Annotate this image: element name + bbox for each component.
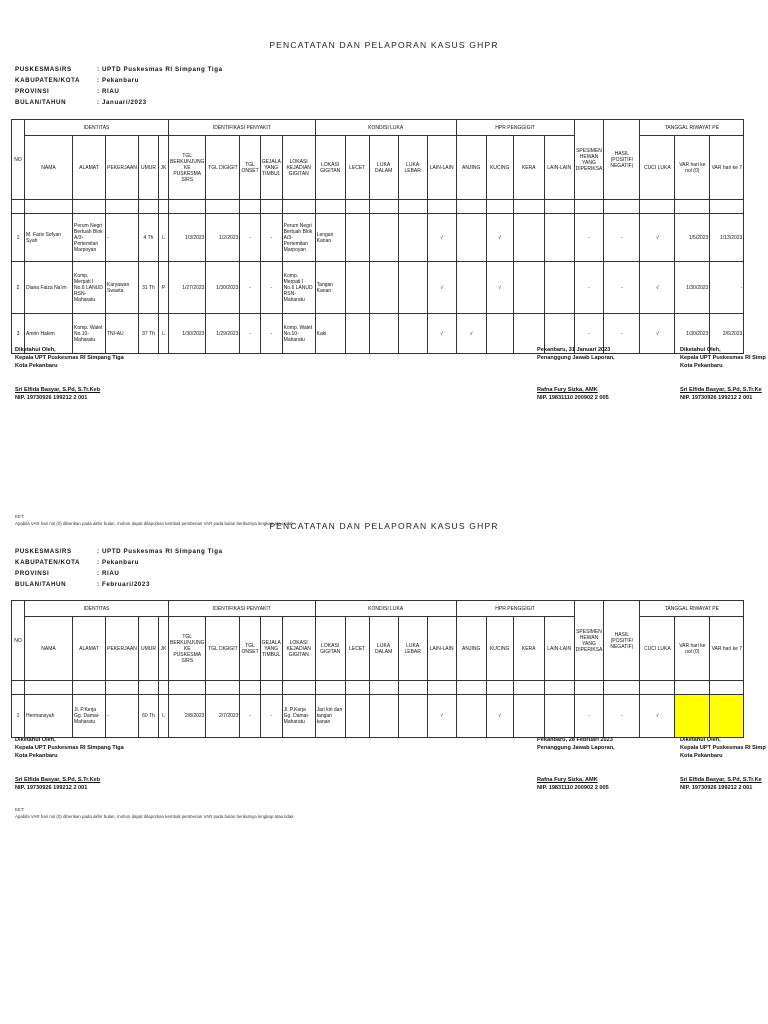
cell-var7: 1/13/2023 — [710, 214, 744, 262]
col-header: VAR hari ke 7 — [710, 617, 744, 681]
group-tanggal: TANGGAL RIWAYAT PE — [640, 120, 744, 136]
report-meta — [15, 546, 223, 590]
signature-name: Rafna Fury Sizka, AMK — [537, 777, 598, 783]
cell-luka-lebar — [398, 262, 427, 314]
table-cell — [73, 681, 106, 695]
cell-hasil: - — [604, 262, 640, 314]
table-cell — [12, 200, 25, 214]
signature-line: Diketahui Oleh, — [680, 737, 721, 743]
col-header: LOKASI GIGITAN — [315, 617, 345, 681]
cell-lokasi-kejadian: Komp. Merpati I No.6 LANUD RSN-Maharatu — [282, 262, 315, 314]
col-header: TGL ONSET — [240, 136, 260, 200]
report-title: PENCATATAN DAN PELAPORAN KASUS GHPR — [269, 40, 499, 50]
col-header: NAMA — [25, 617, 73, 681]
cell-lecet — [345, 214, 369, 262]
meta-key: PUSKESMAS/RS — [15, 548, 72, 555]
signature-line: Kota Pekanbaru — [680, 363, 723, 369]
cell-lecet — [345, 695, 369, 738]
meta-row — [15, 579, 223, 590]
col-header: LAIN-LAIN — [544, 136, 574, 200]
signature-nip: NIP. 19730926 199212 2 001 — [15, 395, 88, 401]
ket-note — [15, 806, 294, 820]
table-cell — [73, 200, 106, 214]
col-header: LECET — [345, 617, 369, 681]
cell-gejala: - — [260, 262, 282, 314]
cell-tgl-onset: - — [240, 214, 260, 262]
cell-anjing — [456, 262, 486, 314]
signature-left — [15, 346, 124, 402]
cell-lain-hpr — [544, 262, 574, 314]
ket-label: KET: — [15, 514, 25, 519]
ket-label: KET: — [15, 807, 25, 812]
cell-gejala: - — [260, 695, 282, 738]
table-cell — [456, 681, 486, 695]
table-cell — [574, 681, 604, 695]
cell-kucing: √ — [486, 695, 513, 738]
table-cell — [260, 681, 282, 695]
cell-tgl-digigit: 1/2/2023 — [206, 214, 240, 262]
cell-lokasi-gigitan: Kaki — [315, 314, 345, 354]
cell-luka-dalam — [369, 695, 398, 738]
cell-nama: Amrin Hakim — [25, 314, 73, 354]
cell-tgl-digigit: 2/7/2023 — [206, 695, 240, 738]
cell-lain-hpr — [544, 695, 574, 738]
table-cell — [282, 200, 315, 214]
table-cell — [486, 681, 513, 695]
table-cell — [315, 200, 345, 214]
signature-line: Penanggung Jawab Laporan, — [537, 355, 615, 361]
col-hasil: HASIL (POSITIF/ NEGATIF) — [604, 601, 640, 681]
col-header: NO — [12, 601, 25, 681]
col-header: LAIN-LAIN — [427, 136, 456, 200]
cell-tgl-onset: - — [240, 262, 260, 314]
col-header: LOKASI GIGITAN — [315, 136, 345, 200]
table-cell — [398, 200, 427, 214]
col-header: VAR hari ke nol (0) — [675, 136, 710, 200]
cell-lokasi-gigitan: Tangan Kanan — [315, 262, 345, 314]
cell-kucing — [486, 314, 513, 354]
col-hasil: HASIL (POSITIF/ NEGATIF) — [604, 120, 640, 200]
table-cell — [260, 200, 282, 214]
col-header: LUKA LEBAR — [398, 136, 427, 200]
cell-luka-lebar — [398, 314, 427, 354]
signature-mid — [537, 346, 615, 402]
header-row-groups — [12, 120, 744, 136]
table-cell — [369, 681, 398, 695]
table-row — [12, 695, 744, 738]
signature-line: Pekanbaru, 31 Januari 2023 — [537, 347, 611, 353]
cell-hasil: - — [604, 214, 640, 262]
col-header: JK — [159, 617, 169, 681]
table-cell — [710, 200, 744, 214]
meta-value: : Pekanbaru — [97, 77, 140, 84]
table-cell — [640, 200, 675, 214]
cell-pekerjaan: - — [106, 214, 139, 262]
col-header: LUKA DALAM — [369, 136, 398, 200]
cell-luka-dalam — [369, 314, 398, 354]
signature-name: Sri Elfida Basyar, S.Pd, S.Tr.Ke — [680, 777, 762, 783]
table-cell — [369, 200, 398, 214]
col-header: PEKERJAAN — [106, 136, 139, 200]
signature-name: Rafna Fury Sizka, AMK — [537, 387, 598, 393]
col-header: GEJALA YANG TIMBUL — [260, 136, 282, 200]
cell-tgl-berkunjung: 1/3/2023 — [169, 214, 206, 262]
cell-kera — [513, 262, 544, 314]
signature-nip: NIP. 19831110 200902 2 005 — [537, 395, 609, 401]
cell-alamat: Jl. P.Kerja Gg. Damai-Maharatu — [73, 695, 106, 738]
signature-name: Sri Elfida Basyar, S.Pd, S.Tr.Keb — [15, 387, 101, 393]
col-header: UMUR — [139, 136, 159, 200]
signature-nip: NIP. 19730926 199212 2 001 — [15, 785, 88, 791]
signature-nip: NIP. 19730926 199212 2 001 — [680, 785, 753, 791]
cell-jk: L — [159, 214, 169, 262]
cell-no: 1 — [12, 214, 25, 262]
group-identifikasi: IDENTIFIKASI PENYAKIT — [169, 120, 316, 136]
cell-tgl-onset: - — [240, 314, 260, 354]
cell-hasil: - — [604, 314, 640, 354]
cell-spesimen: - — [574, 214, 604, 262]
col-header: NO — [12, 120, 25, 200]
cell-tgl-berkunjung: 2/8/2023 — [169, 695, 206, 738]
signature-nip: NIP. 19730926 199212 2 001 — [680, 395, 753, 401]
cell-kucing: √ — [486, 262, 513, 314]
cell-pekerjaan: - — [106, 695, 139, 738]
table-cell — [604, 681, 640, 695]
cell-lokasi-kejadian: Perum Negri Bertuah Blok A/3-Pertemitan Marpoyan — [282, 214, 315, 262]
table-cell — [574, 200, 604, 214]
group-hpr: HPR PENGGIGIT — [456, 120, 574, 136]
table-cell — [240, 200, 260, 214]
col-header: KUCING — [486, 136, 513, 200]
meta-key: BULAN/TAHUN — [15, 581, 67, 588]
col-header: ANJING — [456, 136, 486, 200]
cell-anjing — [456, 214, 486, 262]
cell-var7 — [710, 695, 744, 738]
col-spesimen: SPESIMEN HEWAN YANG DIPERIKSA — [574, 120, 604, 200]
col-header: NAMA — [25, 136, 73, 200]
table-cell — [345, 681, 369, 695]
col-header: CUCI LUKA — [640, 136, 675, 200]
cell-var0: 1/30/2023 — [675, 262, 710, 314]
col-header: TGL ONSET — [240, 617, 260, 681]
cell-lain: √ — [427, 695, 456, 738]
meta-key: PROVINSI — [15, 570, 50, 577]
cell-var0: 1/5/2023 — [675, 214, 710, 262]
signature-line: Diketahui Oleh, — [680, 347, 721, 353]
table-cell — [513, 681, 544, 695]
meta-value: : Januari/2023 — [97, 99, 147, 106]
cell-anjing: √ — [456, 314, 486, 354]
cell-spesimen: - — [574, 262, 604, 314]
table-cell — [486, 200, 513, 214]
cell-luka-dalam — [369, 214, 398, 262]
cell-lokasi-kejadian: Jl. P.Kerja Gg. Damai-Maharatu — [282, 695, 315, 738]
col-header: CUCI LUKA — [640, 617, 675, 681]
group-tanggal: TANGGAL RIWAYAT PE — [640, 601, 744, 617]
col-header: UMUR — [139, 617, 159, 681]
cell-umur: 60 Th — [139, 695, 159, 738]
meta-key: PROVINSI — [15, 88, 50, 95]
cell-jk: L — [159, 695, 169, 738]
cell-var7: 2/6/2023 — [710, 314, 744, 354]
col-header: LUKA DALAM — [369, 617, 398, 681]
cell-lecet — [345, 262, 369, 314]
group-kondisi-luka: KONDISI LUKA — [315, 120, 456, 136]
table-cell — [169, 200, 206, 214]
cell-cuci: √ — [640, 262, 675, 314]
meta-value: : RIAU — [97, 88, 120, 95]
cell-tgl-digigit: 1/30/2023 — [206, 262, 240, 314]
cell-tgl-onset: - — [240, 695, 260, 738]
cell-spesimen: - — [574, 314, 604, 354]
signature-name: Sri Elfida Basyar, S.Pd, S.Tr.Keb — [15, 777, 101, 783]
meta-row — [15, 546, 223, 557]
cell-lain-hpr — [544, 214, 574, 262]
cell-tgl-digigit: 1/29/2023 — [206, 314, 240, 354]
meta-key: KABUPATEN/KOTA — [15, 77, 81, 84]
cases-table — [11, 119, 744, 354]
meta-row — [15, 568, 223, 579]
table-cell — [206, 681, 240, 695]
col-header: JK — [159, 136, 169, 200]
col-header: TGL DIGIGIT — [206, 617, 240, 681]
col-header: KUCING — [486, 617, 513, 681]
cell-anjing — [456, 695, 486, 738]
col-header: LOKASI KEJADIAN GIGITAN — [282, 617, 315, 681]
header-row-groups — [12, 601, 744, 617]
table-cell — [159, 200, 169, 214]
table-cell — [640, 681, 675, 695]
cell-alamat: Perum Negri Bertuah Blok A/3-Pertemitan Marpoyan — [73, 214, 106, 262]
cell-umur: 31 Th — [139, 262, 159, 314]
table-cell — [345, 200, 369, 214]
cell-tgl-berkunjung: 1/30/2023 — [169, 314, 206, 354]
cell-luka-dalam — [369, 262, 398, 314]
table-cell — [139, 200, 159, 214]
cell-var0: 1/30/2023 — [675, 314, 710, 354]
table-cell — [544, 681, 574, 695]
cell-var7: - — [710, 262, 744, 314]
cell-lokasi-gigitan: Lengan Kanan — [315, 214, 345, 262]
table-cell — [106, 200, 139, 214]
table-cell — [675, 200, 710, 214]
table-cell — [106, 681, 139, 695]
table-cell — [240, 681, 260, 695]
cell-gejala: - — [260, 314, 282, 354]
meta-key: BULAN/TAHUN — [15, 99, 67, 106]
signature-line: Kota Pekanbaru — [15, 753, 58, 759]
cell-jk: L — [159, 314, 169, 354]
cell-lain: √ — [427, 214, 456, 262]
col-header: TGL BERKUNJUNG KE PUSKESMA S/RS — [169, 136, 206, 200]
cell-no: 3 — [12, 314, 25, 354]
cell-lain: √ — [427, 262, 456, 314]
cell-lecet — [345, 314, 369, 354]
table-cell — [675, 681, 710, 695]
table-cell — [604, 200, 640, 214]
col-header: PEKERJAAN — [106, 617, 139, 681]
cell-nama: Diana Faiza Na'im — [25, 262, 73, 314]
col-header: ALAMAT — [73, 136, 106, 200]
cell-lokasi-kejadian: Komp. Walet No.10-Maharatu — [282, 314, 315, 354]
meta-key: KABUPATEN/KOTA — [15, 559, 81, 566]
cell-gejala: - — [260, 214, 282, 262]
signature-name: Sri Elfida Basyar, S.Pd, S.Tr.Ke — [680, 387, 762, 393]
report-meta — [15, 64, 223, 108]
cell-jk: P — [159, 262, 169, 314]
col-spesimen: SPESIMEN HEWAN YANG DIPERIKSA — [574, 601, 604, 681]
col-header: LAIN-LAIN — [427, 617, 456, 681]
signature-line: Diketahui Oleh, — [15, 347, 56, 353]
cell-luka-lebar — [398, 214, 427, 262]
cell-no: 2 — [12, 262, 25, 314]
meta-value: : UPTD Puskesmas RI Simpang Tiga — [97, 66, 223, 73]
table-cell — [710, 681, 744, 695]
col-header: TGL BERKUNJUNG KE PUSKESMA S/RS — [169, 617, 206, 681]
cell-nama: Hermansyah — [25, 695, 73, 738]
table-row — [12, 262, 744, 314]
meta-row — [15, 97, 223, 108]
cell-alamat: Komp. Walet No.10-Maharatu — [73, 314, 106, 354]
signature-line: Kepala UPT Puskesmas RI Simp — [680, 355, 766, 361]
cell-umur: 4 Th — [139, 214, 159, 262]
signature-line: Kepala UPT Puskesmas RI Simp — [680, 745, 766, 751]
cell-alamat: Komp. Merpati I No.6 LANUD RSN-Maharatu — [73, 262, 106, 314]
col-header: VAR hari ke 7 — [710, 136, 744, 200]
table-row — [12, 214, 744, 262]
cell-luka-lebar — [398, 695, 427, 738]
cell-cuci: √ — [640, 695, 675, 738]
group-hpr: HPR PENGGIGIT — [456, 601, 574, 617]
cell-kera — [513, 214, 544, 262]
signature-left — [15, 736, 124, 792]
group-kondisi-luka: KONDISI LUKA — [315, 601, 456, 617]
cell-pekerjaan: TNI-AU — [106, 314, 139, 354]
table-cell — [544, 200, 574, 214]
cell-kucing: √ — [486, 214, 513, 262]
signature-mid — [537, 736, 615, 792]
col-header: LECET — [345, 136, 369, 200]
group-identitas: IDENTITAS — [25, 601, 169, 617]
col-header: KERA — [513, 136, 544, 200]
table-cell — [315, 681, 345, 695]
ket-text: Apabila VAR hari nol (0) diberikan pada akhir bulan, mohon dapat dilaporkan kembali pemberian VAR pada bulan berikutnya lengkap atau tidak — [15, 814, 294, 819]
cell-tgl-berkunjung: 1/27/2023 — [169, 262, 206, 314]
meta-value: : RIAU — [97, 570, 120, 577]
cell-var0 — [675, 695, 710, 738]
spacer-row — [12, 681, 744, 695]
signature-line: Pekanbaru, 28 Februari 2023 — [537, 737, 613, 743]
spacer-row — [12, 200, 744, 214]
col-header: KERA — [513, 617, 544, 681]
signature-line: Kepala UPT Puskesmas RI Simpang Tiga — [15, 355, 124, 361]
table-cell — [456, 200, 486, 214]
table-cell — [282, 681, 315, 695]
col-header: VAR hari ke nol (0) — [675, 617, 710, 681]
table-cell — [169, 681, 206, 695]
cell-lokasi-gigitan: Jari kiri dan tangan kanan — [315, 695, 345, 738]
cell-hasil: - — [604, 695, 640, 738]
meta-value: : UPTD Puskesmas RI Simpang Tiga — [97, 548, 223, 555]
table-cell — [427, 200, 456, 214]
signature-line: Penanggung Jawab Laporan, — [537, 745, 615, 751]
table-cell — [12, 681, 25, 695]
cell-cuci: √ — [640, 314, 675, 354]
meta-key: PUSKESMAS/RS — [15, 66, 72, 73]
table-cell — [206, 200, 240, 214]
meta-row — [15, 557, 223, 568]
col-header: GEJALA YANG TIMBUL — [260, 617, 282, 681]
table-cell — [139, 681, 159, 695]
cell-kera — [513, 695, 544, 738]
col-header: TGL DIGIGIT — [206, 136, 240, 200]
meta-value: : Februari/2023 — [97, 581, 151, 588]
group-identifikasi: IDENTIFIKASI PENYAKIT — [169, 601, 316, 617]
table-cell — [159, 681, 169, 695]
cell-pekerjaan: Karyawan Swasta — [106, 262, 139, 314]
col-header: LAIN-LAIN — [544, 617, 574, 681]
cell-nama: M. Faris Sofyan Syah — [25, 214, 73, 262]
col-header: LOKASI KEJADIAN GIGITAN — [282, 136, 315, 200]
report-title: PENCATATAN DAN PELAPORAN KASUS GHPR — [269, 521, 499, 531]
cell-umur: 37 Th — [139, 314, 159, 354]
col-header: ALAMAT — [73, 617, 106, 681]
signature-nip: NIP. 19831110 200902 2 005 — [537, 785, 609, 791]
meta-row — [15, 64, 223, 75]
cell-no: 1 — [12, 695, 25, 738]
signature-line: Kepala UPT Puskesmas RI Simpang Tiga — [15, 745, 124, 751]
col-header: ANJING — [456, 617, 486, 681]
signature-line: Kota Pekanbaru — [15, 363, 58, 369]
group-identitas: IDENTITAS — [25, 120, 169, 136]
cell-spesimen: - — [574, 695, 604, 738]
table-cell — [398, 681, 427, 695]
cell-cuci: √ — [640, 214, 675, 262]
col-header: LUKA LEBAR — [398, 617, 427, 681]
table-cell — [25, 681, 73, 695]
signature-right — [680, 346, 768, 402]
signature-line: Kota Pekanbaru — [680, 753, 723, 759]
table-cell — [513, 200, 544, 214]
signature-line: Diketahui Oleh, — [15, 737, 56, 743]
meta-row — [15, 75, 223, 86]
meta-row — [15, 86, 223, 97]
signature-right — [680, 736, 768, 792]
table-cell — [427, 681, 456, 695]
table-cell — [25, 200, 73, 214]
cases-table — [11, 600, 744, 738]
cell-lain: √ — [427, 314, 456, 354]
ket-text: Apabila VAR hari nol (0) diberikan pada akhir bulan, mohon dapat dilaporkan kembali pemberian VAR pada bulan berikutnya lengkap atau tidak — [15, 521, 294, 526]
meta-value: : Pekanbaru — [97, 559, 140, 566]
